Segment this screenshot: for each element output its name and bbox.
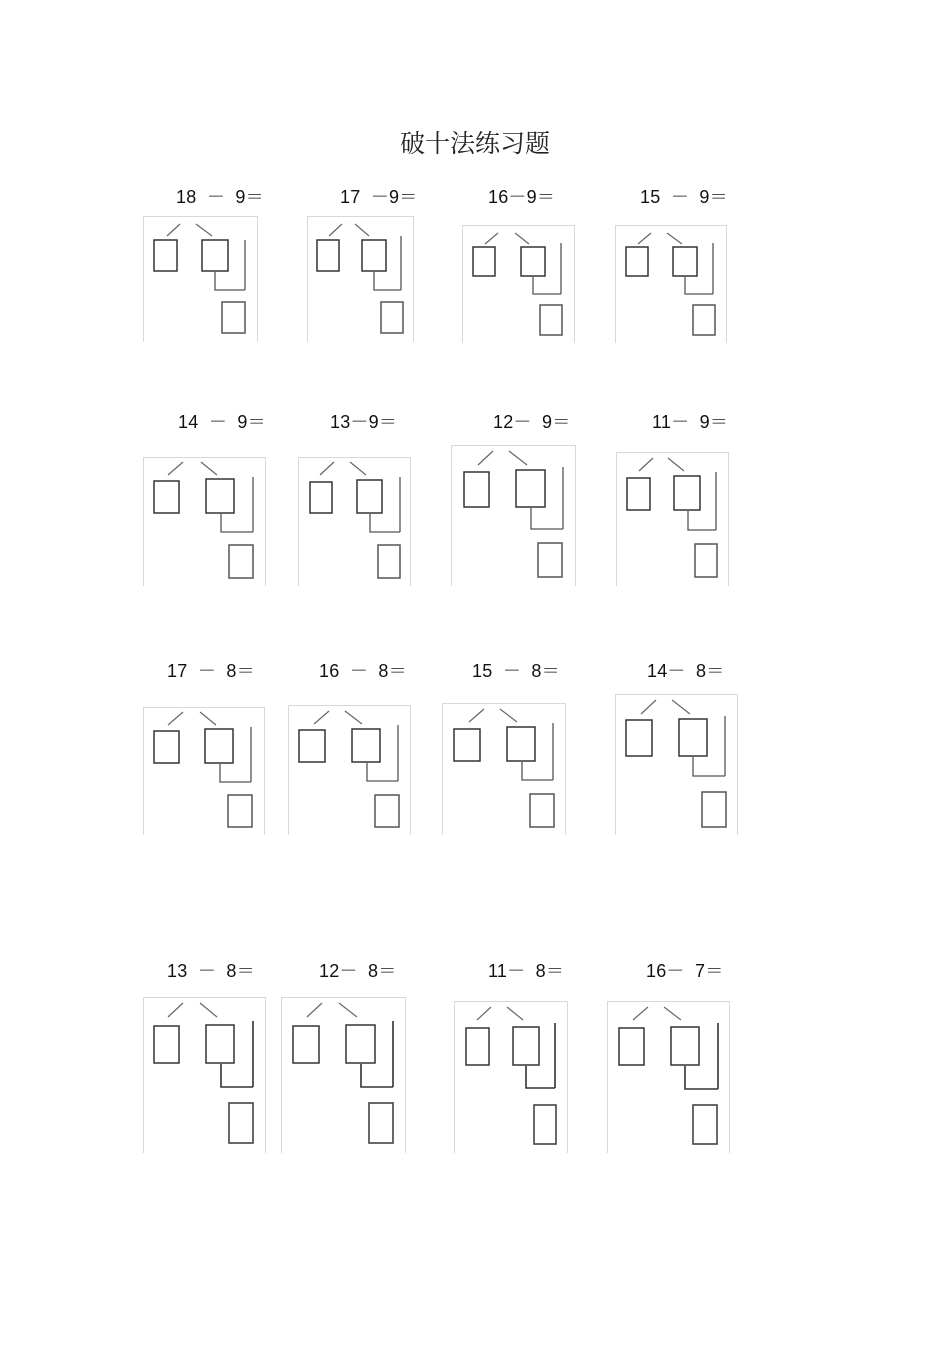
answer-box-left[interactable] (464, 472, 489, 507)
answer-box-result[interactable] (381, 302, 403, 333)
answer-box-right[interactable] (202, 240, 228, 271)
break-ten-diagram-r4-c1 (143, 997, 267, 1153)
break-ten-diagram-r2-c2 (298, 457, 412, 586)
equation-r3-c4: 14－ 8＝ (647, 661, 725, 681)
break-ten-diagram-r4-c2 (281, 997, 407, 1153)
answer-box-result[interactable] (229, 1103, 253, 1143)
answer-box-left[interactable] (154, 481, 179, 513)
answer-box-right[interactable] (357, 480, 382, 513)
break-ten-diagram-r1-c1 (143, 216, 259, 342)
equation-r2-c4: 11－ 9＝ (652, 412, 729, 432)
page-title: 破十法练习题 (399, 129, 550, 158)
answer-box-right[interactable] (507, 727, 535, 761)
equation-r3-c2: 16 － 8＝ (319, 661, 407, 681)
answer-box-left[interactable] (454, 729, 480, 761)
answer-box-left[interactable] (626, 247, 648, 276)
answer-box-result[interactable] (702, 792, 726, 827)
answer-box-right[interactable] (521, 247, 545, 276)
break-ten-diagram-r3-c4 (615, 694, 739, 835)
answer-box-right[interactable] (674, 476, 700, 510)
break-ten-diagram-r2-c3 (451, 445, 577, 586)
break-ten-diagram-r3-c3 (442, 703, 567, 835)
equation-r2-c3: 12－ 9＝ (493, 412, 571, 432)
equation-r2-c2: 13－9＝ (330, 412, 398, 432)
break-ten-diagram-r1-c4 (615, 225, 728, 343)
break-ten-diagram-r2-c4 (616, 452, 730, 586)
answer-box-right[interactable] (679, 719, 707, 756)
answer-box-result[interactable] (534, 1105, 556, 1144)
answer-box-left[interactable] (466, 1028, 489, 1065)
equation-r4-c2: 12－ 8＝ (319, 961, 397, 981)
equation-r1-c3: 16－9＝ (488, 187, 556, 207)
answer-box-result[interactable] (540, 305, 562, 335)
equation-r3-c3: 15 － 8＝ (472, 661, 560, 681)
answer-box-result[interactable] (229, 545, 253, 578)
break-ten-diagram-r4-c3 (454, 1001, 569, 1153)
answer-box-right[interactable] (673, 247, 697, 276)
break-ten-diagram-r3-c1 (143, 707, 266, 835)
equation-r1-c4: 15 － 9＝ (640, 187, 728, 207)
equation-r2-c1: 14 － 9＝ (178, 412, 266, 432)
answer-box-result[interactable] (222, 302, 245, 333)
equation-r4-c1: 13 － 8＝ (167, 961, 255, 981)
answer-box-result[interactable] (530, 794, 554, 827)
answer-box-left[interactable] (317, 240, 339, 271)
answer-box-right[interactable] (206, 479, 234, 513)
answer-box-right[interactable] (516, 470, 545, 507)
answer-box-left[interactable] (627, 478, 650, 510)
answer-box-left[interactable] (154, 240, 177, 271)
break-ten-diagram-r1-c3 (462, 225, 576, 343)
answer-box-left[interactable] (299, 730, 325, 762)
answer-box-result[interactable] (228, 795, 252, 827)
answer-box-result[interactable] (693, 1105, 717, 1144)
answer-box-result[interactable] (375, 795, 399, 827)
equation-r3-c1: 17 － 8＝ (167, 661, 255, 681)
break-ten-diagram-r2-c1 (143, 457, 267, 586)
answer-box-left[interactable] (154, 731, 179, 763)
answer-box-left[interactable] (293, 1026, 319, 1063)
answer-box-right[interactable] (352, 729, 380, 762)
answer-box-left[interactable] (154, 1026, 179, 1063)
answer-box-right[interactable] (346, 1025, 375, 1063)
equation-r1-c1: 18 － 9＝ (176, 187, 264, 207)
equation-r1-c2: 17 －9＝ (340, 187, 418, 207)
answer-box-right[interactable] (206, 1025, 234, 1063)
answer-box-left[interactable] (626, 720, 652, 756)
answer-box-left[interactable] (473, 247, 495, 276)
answer-box-right[interactable] (671, 1027, 699, 1065)
answer-box-result[interactable] (695, 544, 717, 577)
answer-box-result[interactable] (538, 543, 562, 577)
break-ten-diagram-r1-c2 (307, 216, 415, 342)
answer-box-right[interactable] (362, 240, 386, 271)
break-ten-diagram-r4-c4 (607, 1001, 731, 1153)
answer-box-left[interactable] (310, 482, 332, 513)
equation-r4-c4: 16－ 7＝ (646, 961, 724, 981)
answer-box-result[interactable] (693, 305, 715, 335)
answer-box-result[interactable] (378, 545, 400, 578)
equation-r4-c3: 11－ 8＝ (488, 961, 565, 981)
answer-box-result[interactable] (369, 1103, 393, 1143)
break-ten-diagram-r3-c2 (288, 705, 412, 835)
answer-box-right[interactable] (205, 729, 233, 763)
answer-box-right[interactable] (513, 1027, 539, 1065)
answer-box-left[interactable] (619, 1028, 644, 1065)
